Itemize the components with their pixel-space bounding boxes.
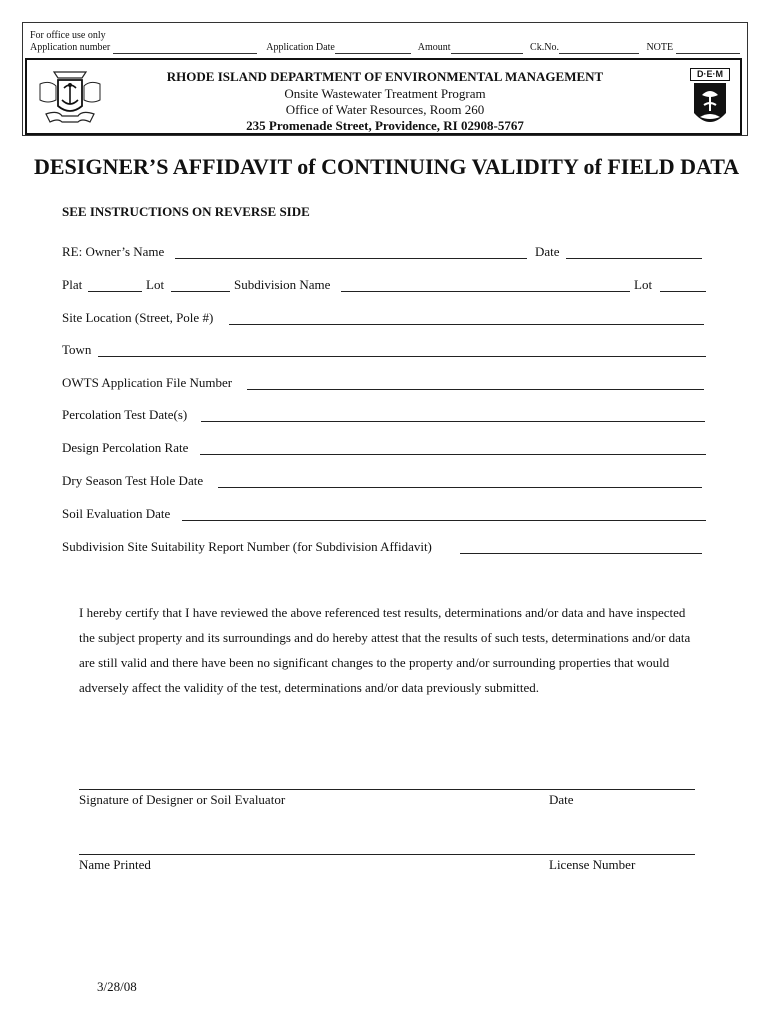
perc-dates-field[interactable]	[201, 421, 705, 422]
perc-dates-label: Percolation Test Date(s)	[62, 407, 188, 422]
app-number-label: Application number	[30, 42, 111, 53]
owts-field[interactable]	[247, 389, 704, 390]
ck-no-label: Ck.No.	[530, 42, 559, 53]
lot2-label: Lot	[634, 277, 653, 292]
plat-label: Plat	[62, 277, 83, 292]
page-title: DESIGNER’S AFFIDAVIT of CONTINUING VALIDITY of FIELD DATA	[34, 154, 740, 179]
name-printed-label: Name Printed	[79, 857, 151, 872]
perc-rate-field[interactable]	[200, 454, 706, 455]
ri-seal-icon	[38, 66, 102, 130]
signature-label: Signature of Designer or Soil Evaluator	[79, 792, 286, 807]
app-number-field[interactable]	[113, 44, 257, 54]
amount-field[interactable]	[451, 44, 523, 54]
program-name: Onsite Wastewater Treatment Program	[284, 86, 486, 101]
note-label: NOTE	[646, 42, 674, 53]
lot-field[interactable]	[171, 291, 230, 292]
soil-eval-label: Soil Evaluation Date	[62, 506, 171, 521]
address: 235 Promenade Street, Providence, RI 02908-5767	[246, 118, 524, 133]
perc-rate-label: Design Percolation Rate	[62, 440, 189, 455]
signature-line[interactable]	[79, 789, 695, 790]
dem-logo-icon	[690, 68, 730, 130]
town-label: Town	[62, 342, 92, 357]
ck-no-field[interactable]	[559, 44, 639, 54]
subdivision-label: Subdivision Name	[234, 277, 331, 292]
owts-label: OWTS Application File Number	[62, 375, 233, 390]
office-use-row	[30, 42, 740, 54]
soil-eval-field[interactable]	[182, 520, 706, 521]
signature-date-label: Date	[549, 792, 574, 807]
note-field[interactable]	[676, 44, 740, 54]
lot2-field[interactable]	[660, 291, 706, 292]
dept-name: RHODE ISLAND DEPARTMENT OF ENVIRONMENTAL MANAGEMENT	[166, 69, 604, 84]
office-name: Office of Water Resources, Room 260	[285, 102, 485, 117]
date-label: Date	[535, 244, 560, 259]
owner-name-field[interactable]	[175, 258, 527, 259]
app-date-field[interactable]	[335, 44, 411, 54]
town-field[interactable]	[98, 356, 706, 357]
certification-text: I hereby certify that I have reviewed the above referenced test results, determinations and/or data and have inspected the subject property and its surroundings and do hereby attest that the results of such tests, determinations and/or data are still valid and there have been no significant changes to the property and/or surrounding properties that would adversely affect the validity of the test, determinations and/or data previously submitted.	[79, 605, 691, 695]
revision-date: 3/28/08	[97, 979, 137, 994]
office-use-label: For office use only	[30, 30, 106, 41]
site-location-field[interactable]	[229, 324, 704, 325]
owner-name-label: RE: Owner’s Name	[62, 244, 165, 259]
license-number-label: License Number	[549, 857, 636, 872]
amount-label: Amount	[417, 42, 451, 53]
suitability-label: Subdivision Site Suitability Report Number (for Subdivision Affidavit)	[62, 539, 432, 554]
dry-season-field[interactable]	[218, 487, 702, 488]
instructions-note: SEE INSTRUCTIONS ON REVERSE SIDE	[62, 204, 310, 219]
date-field[interactable]	[566, 258, 702, 259]
suitability-field[interactable]	[460, 553, 702, 554]
app-date-label: Application Date	[266, 42, 335, 53]
dry-season-label: Dry Season Test Hole Date	[62, 473, 204, 488]
plat-field[interactable]	[88, 291, 142, 292]
subdivision-field[interactable]	[341, 291, 630, 292]
name-printed-line[interactable]	[79, 854, 695, 855]
site-location-label: Site Location (Street, Pole #)	[62, 310, 214, 325]
dem-logo-text: D·E·M	[690, 68, 730, 81]
lot-label: Lot	[146, 277, 165, 292]
